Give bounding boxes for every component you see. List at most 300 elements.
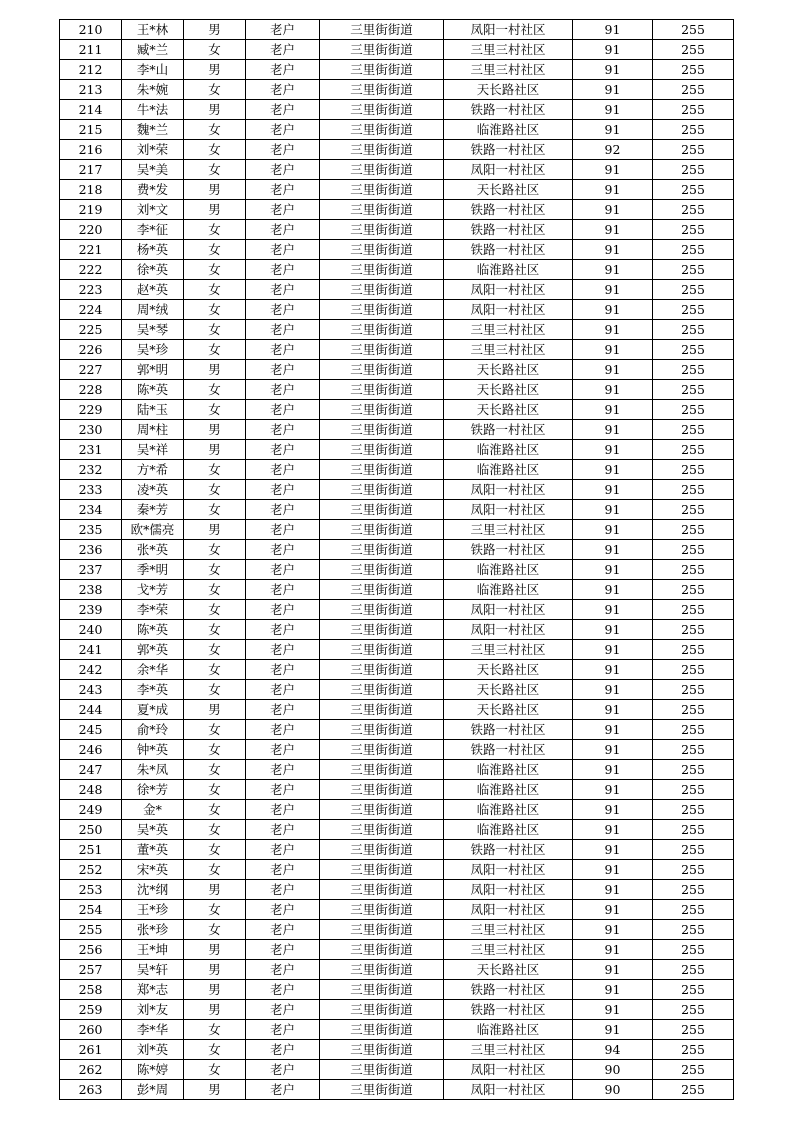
table-row [60,920,734,940]
row-number-cell: 221 [60,240,122,260]
household-type-cell: 老户 [246,160,320,180]
name-cell: 吴*琴 [122,320,184,340]
subdistrict-cell: 三里街街道 [320,660,444,680]
subdistrict-cell: 三里街街道 [320,180,444,200]
table-row [60,60,734,80]
household-type-cell: 老户 [246,540,320,560]
table-row [60,160,734,180]
row-number-cell: 239 [60,600,122,620]
amount-cell: 255 [653,920,734,940]
name-cell: 王*林 [122,20,184,40]
amount-cell: 255 [653,400,734,420]
age-cell: 91 [573,440,653,460]
household-type-cell: 老户 [246,400,320,420]
amount-cell: 255 [653,380,734,400]
row-number-cell: 241 [60,640,122,660]
community-cell: 三里三村社区 [444,320,573,340]
table-row [60,520,734,540]
subdistrict-cell: 三里街街道 [320,500,444,520]
name-cell: 徐*英 [122,260,184,280]
gender-cell: 男 [184,440,246,460]
subdistrict-cell: 三里街街道 [320,320,444,340]
age-cell: 91 [573,580,653,600]
subdistrict-cell: 三里街街道 [320,620,444,640]
household-type-cell: 老户 [246,980,320,1000]
gender-cell: 女 [184,280,246,300]
subdistrict-cell: 三里街街道 [320,280,444,300]
table-row [60,680,734,700]
household-type-cell: 老户 [246,900,320,920]
community-cell: 临淮路社区 [444,1020,573,1040]
subdistrict-cell: 三里街街道 [320,420,444,440]
age-cell: 91 [573,480,653,500]
amount-cell: 255 [653,640,734,660]
community-cell: 凤阳一村社区 [444,160,573,180]
row-number-cell: 254 [60,900,122,920]
table-row [60,780,734,800]
household-type-cell: 老户 [246,40,320,60]
community-cell: 天长路社区 [444,960,573,980]
table-row [60,480,734,500]
row-number-cell: 257 [60,960,122,980]
community-cell: 凤阳一村社区 [444,280,573,300]
community-cell: 天长路社区 [444,380,573,400]
age-cell: 91 [573,940,653,960]
name-cell: 郭*英 [122,640,184,660]
name-cell: 余*华 [122,660,184,680]
age-cell: 91 [573,420,653,440]
age-cell: 91 [573,780,653,800]
table-row [60,540,734,560]
gender-cell: 女 [184,560,246,580]
gender-cell: 女 [184,40,246,60]
name-cell: 俞*玲 [122,720,184,740]
gender-cell: 女 [184,840,246,860]
community-cell: 凤阳一村社区 [444,500,573,520]
community-cell: 临淮路社区 [444,440,573,460]
amount-cell: 255 [653,300,734,320]
amount-cell: 255 [653,540,734,560]
gender-cell: 男 [184,1080,246,1100]
row-number-cell: 219 [60,200,122,220]
community-cell: 凤阳一村社区 [444,900,573,920]
table-row [60,1000,734,1020]
subdistrict-cell: 三里街街道 [320,380,444,400]
name-cell: 朱*凤 [122,760,184,780]
name-cell: 陈*婷 [122,1060,184,1080]
age-cell: 91 [573,280,653,300]
subdistrict-cell: 三里街街道 [320,740,444,760]
subdistrict-cell: 三里街街道 [320,1080,444,1100]
row-number-cell: 237 [60,560,122,580]
household-type-cell: 老户 [246,200,320,220]
subdistrict-cell: 三里街街道 [320,1000,444,1020]
community-cell: 天长路社区 [444,660,573,680]
row-number-cell: 263 [60,1080,122,1100]
household-type-cell: 老户 [246,220,320,240]
age-cell: 91 [573,1000,653,1020]
row-number-cell: 232 [60,460,122,480]
gender-cell: 男 [184,880,246,900]
age-cell: 91 [573,740,653,760]
household-type-cell: 老户 [246,180,320,200]
row-number-cell: 210 [60,20,122,40]
amount-cell: 255 [653,40,734,60]
gender-cell: 女 [184,580,246,600]
name-cell: 沈*纲 [122,880,184,900]
subdistrict-cell: 三里街街道 [320,940,444,960]
table-row [60,700,734,720]
amount-cell: 255 [653,720,734,740]
community-cell: 铁路一村社区 [444,740,573,760]
age-cell: 91 [573,180,653,200]
row-number-cell: 243 [60,680,122,700]
name-cell: 张*英 [122,540,184,560]
amount-cell: 255 [653,200,734,220]
gender-cell: 女 [184,920,246,940]
gender-cell: 女 [184,340,246,360]
table-row [60,860,734,880]
community-cell: 凤阳一村社区 [444,1080,573,1100]
name-cell: 金* [122,800,184,820]
gender-cell: 女 [184,120,246,140]
row-number-cell: 255 [60,920,122,940]
name-cell: 吴*祥 [122,440,184,460]
gender-cell: 女 [184,680,246,700]
row-number-cell: 213 [60,80,122,100]
gender-cell: 男 [184,1000,246,1020]
amount-cell: 255 [653,520,734,540]
community-cell: 铁路一村社区 [444,1000,573,1020]
household-type-cell: 老户 [246,60,320,80]
table-row [60,760,734,780]
gender-cell: 女 [184,780,246,800]
subdistrict-cell: 三里街街道 [320,340,444,360]
subdistrict-cell: 三里街街道 [320,520,444,540]
age-cell: 91 [573,200,653,220]
household-type-cell: 老户 [246,340,320,360]
subdistrict-cell: 三里街街道 [320,540,444,560]
name-cell: 董*英 [122,840,184,860]
subdistrict-cell: 三里街街道 [320,1040,444,1060]
amount-cell: 255 [653,1080,734,1100]
household-type-cell: 老户 [246,820,320,840]
subdistrict-cell: 三里街街道 [320,360,444,380]
table-row [60,1080,734,1100]
age-cell: 91 [573,300,653,320]
subdistrict-cell: 三里街街道 [320,980,444,1000]
table-row [60,280,734,300]
amount-cell: 255 [653,820,734,840]
table-row [60,720,734,740]
row-number-cell: 227 [60,360,122,380]
gender-cell: 女 [184,820,246,840]
amount-cell: 255 [653,320,734,340]
household-type-cell: 老户 [246,20,320,40]
household-type-cell: 老户 [246,520,320,540]
name-cell: 郭*明 [122,360,184,380]
name-cell: 钟*英 [122,740,184,760]
age-cell: 91 [573,400,653,420]
name-cell: 陈*英 [122,380,184,400]
name-cell: 李*征 [122,220,184,240]
household-type-cell: 老户 [246,360,320,380]
community-cell: 铁路一村社区 [444,420,573,440]
subdistrict-cell: 三里街街道 [320,720,444,740]
name-cell: 彭*周 [122,1080,184,1100]
gender-cell: 女 [184,500,246,520]
table-row [60,960,734,980]
row-number-cell: 231 [60,440,122,460]
household-type-cell: 老户 [246,440,320,460]
age-cell: 91 [573,20,653,40]
table-row [60,500,734,520]
household-type-cell: 老户 [246,1040,320,1060]
row-number-cell: 218 [60,180,122,200]
community-cell: 临淮路社区 [444,800,573,820]
table-row [60,440,734,460]
household-type-cell: 老户 [246,720,320,740]
row-number-cell: 246 [60,740,122,760]
subdistrict-cell: 三里街街道 [320,160,444,180]
gender-cell: 女 [184,320,246,340]
age-cell: 91 [573,500,653,520]
community-cell: 临淮路社区 [444,580,573,600]
age-cell: 91 [573,340,653,360]
household-type-cell: 老户 [246,1060,320,1080]
community-cell: 天长路社区 [444,700,573,720]
gender-cell: 女 [184,1040,246,1060]
subdistrict-cell: 三里街街道 [320,600,444,620]
household-type-cell: 老户 [246,880,320,900]
subdistrict-cell: 三里街街道 [320,100,444,120]
row-number-cell: 233 [60,480,122,500]
subdistrict-cell: 三里街街道 [320,560,444,580]
gender-cell: 男 [184,700,246,720]
amount-cell: 255 [653,580,734,600]
row-number-cell: 211 [60,40,122,60]
gender-cell: 女 [184,740,246,760]
row-number-cell: 212 [60,60,122,80]
table-row [60,360,734,380]
row-number-cell: 223 [60,280,122,300]
gender-cell: 女 [184,1020,246,1040]
table-row [60,40,734,60]
row-number-cell: 228 [60,380,122,400]
household-type-cell: 老户 [246,300,320,320]
amount-cell: 255 [653,180,734,200]
row-number-cell: 248 [60,780,122,800]
gender-cell: 女 [184,140,246,160]
subdistrict-cell: 三里街街道 [320,40,444,60]
subdistrict-cell: 三里街街道 [320,800,444,820]
subdistrict-cell: 三里街街道 [320,880,444,900]
amount-cell: 255 [653,1060,734,1080]
subdistrict-cell: 三里街街道 [320,20,444,40]
table-row [60,300,734,320]
gender-cell: 女 [184,160,246,180]
row-number-cell: 220 [60,220,122,240]
gender-cell: 女 [184,300,246,320]
amount-cell: 255 [653,980,734,1000]
community-cell: 天长路社区 [444,180,573,200]
household-type-cell: 老户 [246,240,320,260]
community-cell: 铁路一村社区 [444,220,573,240]
row-number-cell: 229 [60,400,122,420]
name-cell: 秦*芳 [122,500,184,520]
gender-cell: 女 [184,400,246,420]
table-row [60,1060,734,1080]
row-number-cell: 249 [60,800,122,820]
table-row [60,740,734,760]
table-row [60,660,734,680]
row-number-cell: 238 [60,580,122,600]
name-cell: 牛*法 [122,100,184,120]
row-number-cell: 252 [60,860,122,880]
age-cell: 91 [573,700,653,720]
row-number-cell: 258 [60,980,122,1000]
row-number-cell: 215 [60,120,122,140]
amount-cell: 255 [653,140,734,160]
row-number-cell: 225 [60,320,122,340]
household-type-cell: 老户 [246,320,320,340]
name-cell: 欧*儒亮 [122,520,184,540]
gender-cell: 女 [184,760,246,780]
community-cell: 天长路社区 [444,360,573,380]
name-cell: 宋*英 [122,860,184,880]
age-cell: 90 [573,1060,653,1080]
row-number-cell: 259 [60,1000,122,1020]
row-number-cell: 226 [60,340,122,360]
row-number-cell: 236 [60,540,122,560]
age-cell: 91 [573,80,653,100]
roster-body [60,20,734,1100]
household-type-cell: 老户 [246,840,320,860]
household-type-cell: 老户 [246,860,320,880]
subdistrict-cell: 三里街街道 [320,80,444,100]
age-cell: 91 [573,1020,653,1040]
household-type-cell: 老户 [246,140,320,160]
name-cell: 戈*芳 [122,580,184,600]
table-row [60,580,734,600]
row-number-cell: 217 [60,160,122,180]
community-cell: 凤阳一村社区 [444,880,573,900]
household-type-cell: 老户 [246,420,320,440]
name-cell: 杨*英 [122,240,184,260]
subdistrict-cell: 三里街街道 [320,460,444,480]
table-row [60,20,734,40]
age-cell: 91 [573,320,653,340]
household-type-cell: 老户 [246,700,320,720]
community-cell: 凤阳一村社区 [444,620,573,640]
subdistrict-cell: 三里街街道 [320,60,444,80]
subdistrict-cell: 三里街街道 [320,1060,444,1080]
name-cell: 赵*英 [122,280,184,300]
name-cell: 刘*文 [122,200,184,220]
household-type-cell: 老户 [246,600,320,620]
gender-cell: 男 [184,520,246,540]
row-number-cell: 251 [60,840,122,860]
age-cell: 91 [573,920,653,940]
age-cell: 91 [573,640,653,660]
table-row [60,1040,734,1060]
community-cell: 临淮路社区 [444,260,573,280]
household-type-cell: 老户 [246,380,320,400]
amount-cell: 255 [653,620,734,640]
household-type-cell: 老户 [246,960,320,980]
community-cell: 凤阳一村社区 [444,20,573,40]
age-cell: 91 [573,800,653,820]
gender-cell: 女 [184,900,246,920]
name-cell: 吴*美 [122,160,184,180]
community-cell: 天长路社区 [444,80,573,100]
community-cell: 铁路一村社区 [444,980,573,1000]
age-cell: 91 [573,880,653,900]
row-number-cell: 260 [60,1020,122,1040]
household-type-cell: 老户 [246,800,320,820]
table-row [60,180,734,200]
row-number-cell: 261 [60,1040,122,1060]
subdistrict-cell: 三里街街道 [320,440,444,460]
age-cell: 91 [573,900,653,920]
community-cell: 三里三村社区 [444,520,573,540]
name-cell: 臧*兰 [122,40,184,60]
name-cell: 郑*志 [122,980,184,1000]
community-cell: 天长路社区 [444,400,573,420]
age-cell: 91 [573,240,653,260]
community-cell: 临淮路社区 [444,760,573,780]
gender-cell: 男 [184,180,246,200]
table-row [60,460,734,480]
amount-cell: 255 [653,960,734,980]
table-row [60,640,734,660]
subdistrict-cell: 三里街街道 [320,400,444,420]
amount-cell: 255 [653,1040,734,1060]
subdistrict-cell: 三里街街道 [320,840,444,860]
table-row [60,880,734,900]
community-cell: 铁路一村社区 [444,240,573,260]
amount-cell: 255 [653,340,734,360]
gender-cell: 女 [184,660,246,680]
household-type-cell: 老户 [246,580,320,600]
amount-cell: 255 [653,780,734,800]
name-cell: 刘*英 [122,1040,184,1060]
name-cell: 刘*友 [122,1000,184,1020]
age-cell: 92 [573,140,653,160]
subdistrict-cell: 三里街街道 [320,760,444,780]
gender-cell: 女 [184,1060,246,1080]
age-cell: 91 [573,600,653,620]
subdistrict-cell: 三里街街道 [320,580,444,600]
subdistrict-cell: 三里街街道 [320,640,444,660]
row-number-cell: 235 [60,520,122,540]
amount-cell: 255 [653,280,734,300]
community-cell: 铁路一村社区 [444,200,573,220]
gender-cell: 女 [184,600,246,620]
table-row [60,560,734,580]
amount-cell: 255 [653,840,734,860]
table-row [60,220,734,240]
gender-cell: 女 [184,380,246,400]
amount-cell: 255 [653,460,734,480]
community-cell: 三里三村社区 [444,40,573,60]
age-cell: 91 [573,380,653,400]
name-cell: 周*柱 [122,420,184,440]
row-number-cell: 247 [60,760,122,780]
community-cell: 临淮路社区 [444,820,573,840]
subdistrict-cell: 三里街街道 [320,920,444,940]
name-cell: 徐*芳 [122,780,184,800]
